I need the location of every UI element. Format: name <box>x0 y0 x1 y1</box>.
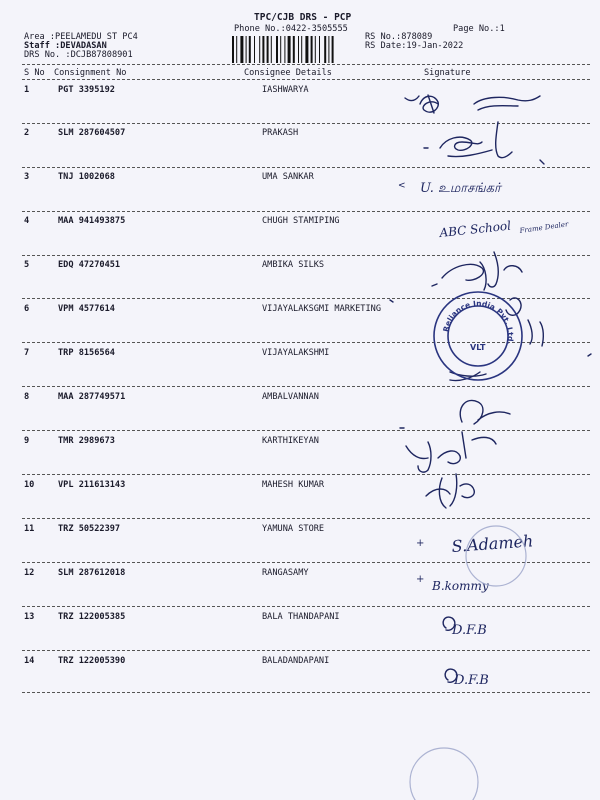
barcode <box>232 36 355 63</box>
row-consignment: VPM 4577614 <box>58 304 115 314</box>
row-separator <box>22 562 590 563</box>
row-sno: 11 <box>24 524 35 534</box>
svg-text:<: < <box>398 181 406 191</box>
signature-row-14 <box>445 669 457 682</box>
row-separator <box>22 211 590 212</box>
signature-row-12: B.kommy <box>432 579 489 593</box>
row-sno: 6 <box>24 304 30 314</box>
signature-row-4-school: ABC School <box>438 218 512 240</box>
signature-row-13-text: D.F.B <box>452 623 487 638</box>
header-rule-bottom <box>22 79 590 80</box>
row-consignment: SLM 287612018 <box>58 568 126 578</box>
signature-row-3: U. உமாசங்கர் <box>420 181 501 196</box>
row-separator <box>22 430 590 431</box>
signature-row-10 <box>426 474 474 508</box>
row-consignee: BALADANDAPANI <box>262 656 330 666</box>
row-consignee: AMBALVANNAN <box>262 392 319 402</box>
row-sno: 2 <box>24 128 30 138</box>
row-consignee: MAHESH KUMAR <box>262 480 325 490</box>
svg-text:+: + <box>416 538 425 549</box>
row-sno: 12 <box>24 568 35 578</box>
row-separator <box>22 518 590 519</box>
col-consignee-header: Consignee Details <box>244 68 332 78</box>
signature-row-4-dealer: Frame Dealer <box>519 220 569 235</box>
row-consignment: SLM 287604507 <box>58 128 126 138</box>
row-consignee: YAMUNA STORE <box>262 524 325 534</box>
row-consignment: MAA 941493875 <box>58 216 126 226</box>
rs-date: RS Date:19-Jan-2022 <box>365 41 464 51</box>
faint-stamp-row-11 <box>466 526 526 586</box>
row-consignment: PGT 3395192 <box>58 85 115 95</box>
row-consignee: KARTHIKEYAN <box>262 436 319 446</box>
row-consignee: VIJAYALAKSHMI <box>262 348 330 358</box>
row-separator <box>22 342 590 343</box>
row-separator <box>22 650 590 651</box>
row-sno: 3 <box>24 172 30 182</box>
row-separator <box>22 386 590 387</box>
row-consignee: CHUGH STAMIPING <box>262 216 340 226</box>
company-stamp <box>434 292 522 380</box>
row-sno: 14 <box>24 656 35 666</box>
row-consignment: TMR 2989673 <box>58 436 115 446</box>
row-sno: 7 <box>24 348 30 358</box>
row-separator <box>22 123 590 124</box>
row-consignment: TRP 8156564 <box>58 348 115 358</box>
row-sno: 9 <box>24 436 30 446</box>
row-consignee: PRAKASH <box>262 128 299 138</box>
stamp-center-text: VLT <box>470 343 486 352</box>
drs-number: DRS No. :DCJB87808901 <box>24 50 133 60</box>
row-separator <box>22 692 590 693</box>
row-sno: 1 <box>24 85 30 95</box>
row-consignee: BALA THANDAPANI <box>262 612 340 622</box>
signature-row-5 <box>432 252 522 290</box>
row-consignment: TNJ 1002068 <box>58 172 115 182</box>
row-consignee: AMBIKA SILKS <box>262 260 325 270</box>
row-sno: 10 <box>24 480 35 490</box>
page-number: Page No.:1 <box>453 24 505 34</box>
row-sno: 4 <box>24 216 30 226</box>
signature-row-8 <box>400 400 510 428</box>
faint-stamp-bottom <box>410 748 478 800</box>
phone-number: Phone No.:0422-3505555 <box>234 24 348 34</box>
signature-row-1 <box>405 95 540 113</box>
stamp-ring-text: Reliance India Pvt. Ltd. <box>441 298 516 346</box>
signature-row-9 <box>406 432 496 472</box>
row-consignee: RANGASAMY <box>262 568 309 578</box>
row-consignment: TRZ 122005390 <box>58 656 126 666</box>
signature-row-6-7 <box>450 298 543 381</box>
row-separator <box>22 606 590 607</box>
row-consignee: UMA SANKAR <box>262 172 314 182</box>
row-sno: 5 <box>24 260 30 270</box>
row-separator <box>22 474 590 475</box>
signature-row-13 <box>443 617 455 630</box>
header-rule-top <box>22 64 590 65</box>
row-consignment: VPL 211613143 <box>58 480 126 490</box>
row-separator <box>22 298 590 299</box>
col-sno-header: S No <box>24 68 45 78</box>
row-sno: 8 <box>24 392 30 402</box>
col-signature-header: Signature <box>424 68 471 78</box>
rs-number: RS No.:878089 <box>365 32 433 42</box>
staff-label: Staff :DEVADASAN <box>24 41 107 51</box>
area-label: Area :PEELAMEDU ST PC4 <box>24 32 138 42</box>
row-consignment: TRZ 50522397 <box>58 524 121 534</box>
row-consignee: IASHWARYA <box>262 85 309 95</box>
document-title: TPC/CJB DRS - PCP <box>254 12 352 23</box>
row-consignment: MAA 287749571 <box>58 392 126 402</box>
row-consignment: EDQ 47270451 <box>58 260 121 270</box>
row-separator <box>22 255 590 256</box>
signature-row-2 <box>424 122 512 158</box>
col-consignment-header: Consignment No <box>54 68 127 78</box>
signature-row-14-text: D.F.B <box>454 673 489 688</box>
row-consignee: VIJAYALAKSGMI MARKETING <box>262 304 381 314</box>
row-separator <box>22 167 590 168</box>
svg-text:+: + <box>416 574 425 585</box>
row-consignment: TRZ 122005385 <box>58 612 126 622</box>
row-sno: 13 <box>24 612 35 622</box>
signature-row-11: S.Adameh <box>450 531 534 556</box>
